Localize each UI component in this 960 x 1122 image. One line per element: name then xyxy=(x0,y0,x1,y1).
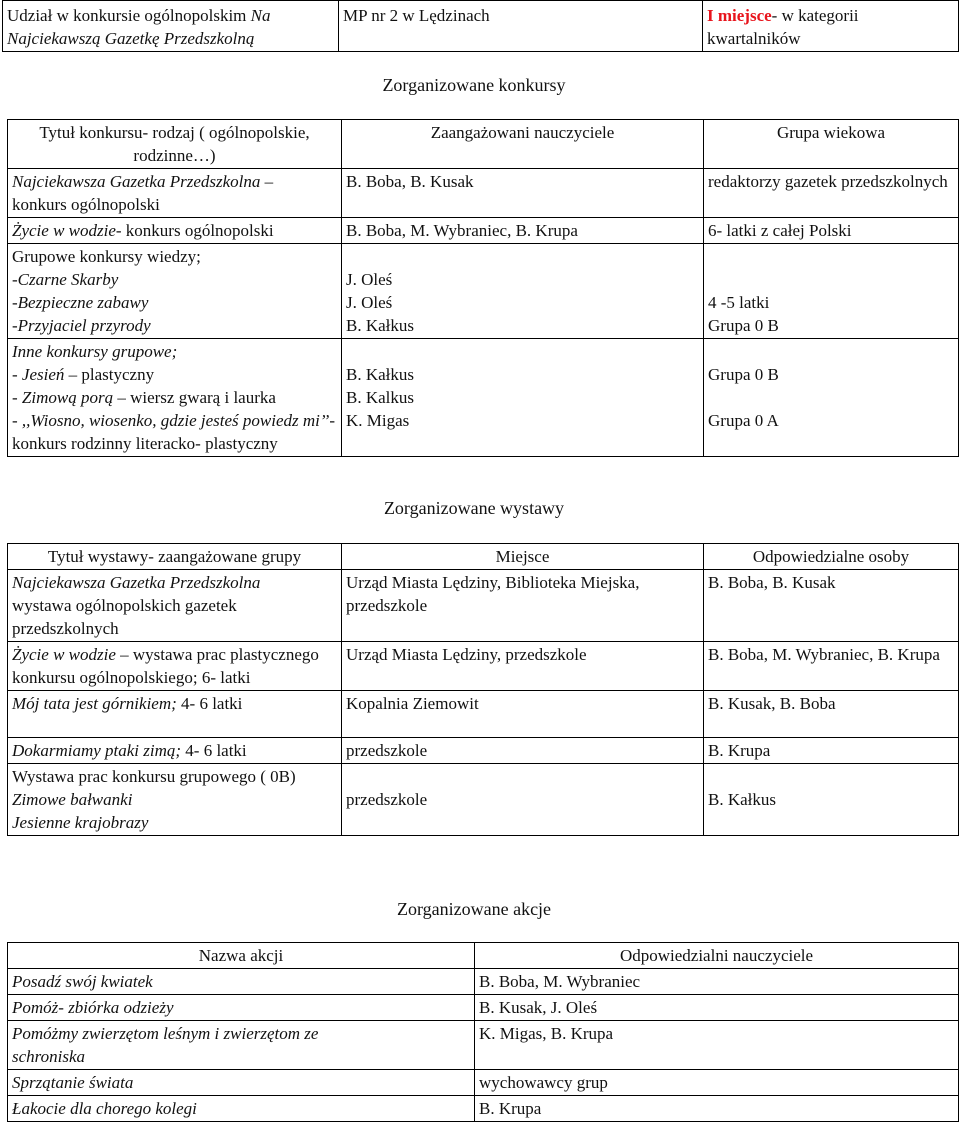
table-row xyxy=(8,169,959,218)
teachers-cell xyxy=(342,244,704,339)
list-item: -Bezpieczne zabawy xyxy=(12,293,149,312)
list-item-type: – wiersz gwarą i laurka xyxy=(113,388,276,407)
table-row xyxy=(8,691,959,738)
table-header-row xyxy=(8,544,959,570)
exhibition-title: Mój tata jest górnikiem; xyxy=(12,694,177,713)
action-name: Pomóżmy zwierzętom leśnym i zwierzętom ze schroniska xyxy=(8,1021,475,1070)
table-row xyxy=(8,1021,959,1070)
list-item: -Czarne Skarby xyxy=(12,270,119,289)
action-teachers: wychowawcy grup xyxy=(475,1070,959,1096)
age-group: Grupa 0 B xyxy=(708,365,779,384)
exhibition-title-cell xyxy=(8,642,342,691)
teachers-cell xyxy=(342,339,704,457)
teacher-name: K. Migas xyxy=(346,411,410,430)
people-cell: B. Kusak, B. Boba xyxy=(704,691,959,738)
exhibition-description: 4- 6 latki xyxy=(176,694,243,713)
result-cell xyxy=(703,1,959,52)
place-cell: przedszkole xyxy=(342,738,704,764)
exhibition-description: 4- 6 latki xyxy=(181,741,247,760)
teacher-name: J. Oleś xyxy=(346,293,393,312)
contest-title-cell xyxy=(8,169,342,218)
contest-type: - konkurs ogólnopolski xyxy=(115,221,274,240)
exhibitions-table xyxy=(7,543,959,836)
table-row xyxy=(8,1070,959,1096)
contest-intro: Inne konkursy grupowe; xyxy=(12,342,178,361)
age-cell: redaktorzy gazetek przedszkolnych xyxy=(704,169,959,218)
list-item: - ,,Wiosno, wiosenko, gdzie jesteś powiedz mi’’ xyxy=(12,411,330,430)
table-row xyxy=(8,738,959,764)
exhibition-title-cell xyxy=(8,764,342,836)
teacher-name: J. Oleś xyxy=(346,270,393,289)
age-group: 4 -5 latki xyxy=(708,293,770,312)
place-name: przedszkole xyxy=(346,790,428,809)
list-item: Jesienne krajobrazy xyxy=(12,813,149,832)
teacher-name: B. Kałkus xyxy=(346,365,414,384)
list-item: Zimowe bałwanki xyxy=(12,790,133,809)
exhibition-title-cell xyxy=(8,570,342,642)
place-cell: Kopalnia Ziemowit xyxy=(342,691,704,738)
result-category: - w kategorii kwartalników xyxy=(707,6,859,48)
age-group: Grupa 0 A xyxy=(708,411,779,430)
action-teachers: B. Krupa xyxy=(475,1096,959,1122)
table-row xyxy=(8,570,959,642)
actions-table xyxy=(7,942,959,1122)
people-cell xyxy=(704,764,959,836)
exhibition-description: Wystawa prac konkursu grupowego ( 0B) xyxy=(12,767,296,786)
exhibition-description: – wystawa prac plastycznego konkursu ogólnopolskiego; 6- latki xyxy=(12,645,319,687)
teachers-cell: B. Boba, B. Kusak xyxy=(342,169,704,218)
teachers-cell: B. Boba, M. Wybraniec, B. Krupa xyxy=(342,218,704,244)
header-action-teachers: Odpowiedzialni nauczyciele xyxy=(475,943,959,969)
section-heading-contests: Zorganizowane konkursy xyxy=(382,75,566,95)
header-age-group: Grupa wiekowa xyxy=(704,120,959,169)
participation-text: Udział w konkursie ogólnopolskim xyxy=(7,6,251,25)
header-contest-title: Tytuł konkursu- rodzaj ( ogólnopolskie, rodzinne…) xyxy=(8,120,342,169)
table-header-row xyxy=(8,943,959,969)
exhibition-title: Dokarmiamy ptaki zimą; xyxy=(12,741,182,760)
header-place: Miejsce xyxy=(342,544,704,570)
table-row xyxy=(8,764,959,836)
header-responsible: Odpowiedzialne osoby xyxy=(704,544,959,570)
header-action-name: Nazwa akcji xyxy=(8,943,475,969)
action-name: Sprzątanie świata xyxy=(8,1070,475,1096)
action-name: Łakocie dla chorego kolegi xyxy=(8,1096,475,1122)
action-name: Pomóż- zbiórka odzieży xyxy=(8,995,475,1021)
contest-title-cell xyxy=(8,218,342,244)
list-item: -Przyjaciel przyrody xyxy=(12,316,151,335)
contest-name: Na Najciekawszą Gazetkę Przedszkolną xyxy=(7,6,271,48)
table-row xyxy=(8,969,959,995)
people-cell: B. Boba, M. Wybraniec, B. Krupa xyxy=(704,642,959,691)
age-group: Grupa 0 B xyxy=(708,316,779,335)
place-cell: Urząd Miasta Lędziny, Biblioteka Miejska, przedszkole xyxy=(342,570,704,642)
place-cell xyxy=(342,764,704,836)
place-cell: Urząd Miasta Lędziny, przedszkole xyxy=(342,642,704,691)
table-row xyxy=(8,642,959,691)
action-teachers: K. Migas, B. Krupa xyxy=(475,1021,959,1070)
section-heading-exhibitions: Zorganizowane wystawy xyxy=(383,498,565,518)
list-item-type: – plastyczny xyxy=(64,365,155,384)
person-name: B. Kałkus xyxy=(708,790,776,809)
table-header-row xyxy=(8,120,959,169)
action-teachers: B. Kusak, J. Oleś xyxy=(475,995,959,1021)
table-row xyxy=(8,244,959,339)
contest-title: Życie w wodzie xyxy=(12,221,116,240)
first-place-label: I miejsce xyxy=(707,6,772,25)
section-heading-actions: Zorganizowane akcje xyxy=(396,899,552,919)
contest-title-cell xyxy=(8,339,342,457)
contest-intro: Grupowe konkursy wiedzy; xyxy=(12,247,201,266)
list-item: - Zimową porą xyxy=(12,388,114,407)
table-row xyxy=(8,339,959,457)
exhibition-title-cell xyxy=(8,738,342,764)
age-cell xyxy=(704,339,959,457)
people-cell: B. Boba, B. Kusak xyxy=(704,570,959,642)
table-row xyxy=(8,218,959,244)
institution-cell xyxy=(339,1,703,52)
exhibition-title: Najciekawsza Gazetka Przedszkolna xyxy=(12,573,261,592)
age-cell xyxy=(704,244,959,339)
teacher-name: B. Kałkus xyxy=(346,316,414,335)
participation-cell xyxy=(3,1,339,52)
contest-type: konkurs ogólnopolski xyxy=(12,195,160,214)
action-name: Posadź swój kwiatek xyxy=(8,969,475,995)
table-row xyxy=(8,995,959,1021)
teacher-name: B. Kalkus xyxy=(346,388,414,407)
action-teachers: B. Boba, M. Wybraniec xyxy=(475,969,959,995)
top-table xyxy=(2,0,959,52)
institution-name: MP nr 2 w Lędzinach xyxy=(343,6,490,25)
contest-title-cell xyxy=(8,244,342,339)
header-exhibition-title: Tytuł wystawy- zaangażowane grupy xyxy=(8,544,342,570)
exhibition-title-cell xyxy=(8,691,342,738)
exhibition-description: wystawa ogólnopolskich gazetek przedszkolnych xyxy=(12,596,237,638)
list-item: - Jesień xyxy=(12,365,65,384)
age-cell: 6- latki z całej Polski xyxy=(704,218,959,244)
header-teachers: Zaangażowani nauczyciele xyxy=(342,120,704,169)
contest-title: Najciekawsza Gazetka Przedszkolna – xyxy=(12,172,274,191)
table-row xyxy=(8,1096,959,1122)
exhibition-title: Życie w wodzie xyxy=(12,645,116,664)
list-item-type: - konkurs rodzinny literacko- plastyczny xyxy=(12,411,335,453)
contests-table xyxy=(7,119,959,457)
people-cell: B. Krupa xyxy=(704,738,959,764)
